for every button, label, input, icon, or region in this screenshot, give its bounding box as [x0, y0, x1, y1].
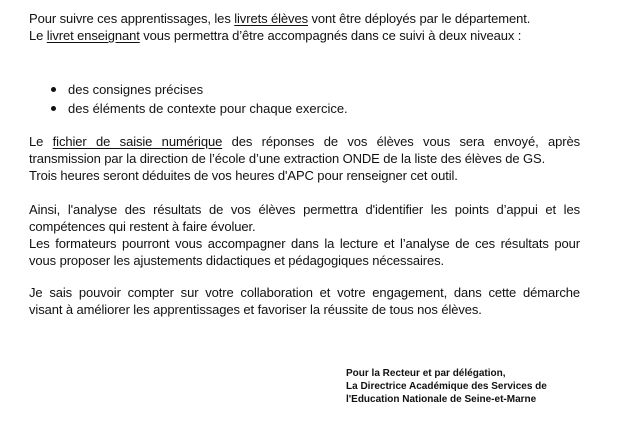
- fichier-paragraph: [29, 133, 580, 184]
- list-item: des éléments de contexte pour chaque exercice.: [51, 99, 348, 118]
- fichier-line-3: Trois heures seront déduites de vos heures d'APC pour renseigner cet outil.: [29, 168, 458, 183]
- livret-enseignant-link[interactable]: livret enseignant: [46, 28, 140, 43]
- analyse-paragraph: [29, 201, 580, 269]
- bullet-icon: [51, 106, 56, 111]
- signature-line-2: La Directrice Académique des Services de: [346, 381, 547, 392]
- signature-block: [346, 367, 547, 406]
- bullet-list: [51, 80, 348, 118]
- fichier-line-2: transmission par la direction de l’école d’une extraction ONDE de la liste des élèves de GS.: [29, 151, 546, 166]
- intro-line-1: Pour suivre ces apprentissages, les livrets élèves vont être déployés par le département.: [29, 11, 531, 26]
- signature-line-3: l'Education Nationale de Seine-et-Marne: [346, 394, 537, 405]
- fichier-line-1: Le fichier de saisie numérique des réponses de vos élèves vous sera envoyé, après: [29, 134, 580, 149]
- list-item: des consignes précises: [51, 80, 348, 99]
- fichier-saisie-link[interactable]: fichier de saisie numérique: [52, 134, 223, 149]
- closing-line-2: visant à améliorer les apprentissages et favoriser la réussite de tous nos élèves.: [29, 302, 482, 317]
- analyse-line-4: vous proposer les ajustements didactiques et pédagogiques nécessaires.: [29, 253, 445, 268]
- signature-line-1: Pour la Recteur et par délégation,: [346, 368, 506, 379]
- intro-line-2: Le livret enseignant vous permettra d’être accompagnés dans ce suivi à deux niveaux :: [29, 28, 522, 43]
- closing-line-1: Je sais pouvoir compter sur votre collaboration et votre engagement, dans cette démarche: [29, 285, 580, 300]
- intro-paragraph: [29, 10, 580, 44]
- analyse-line-1: Ainsi, l'analyse des résultats de vos élèves permettra d'identifier les points d’appui et les: [29, 202, 580, 217]
- analyse-line-3: Les formateurs pourront vous accompagner dans la lecture et l’analyse de ces résultats pour: [29, 236, 580, 251]
- bullet-icon: [51, 87, 56, 92]
- livrets-eleves-link[interactable]: livrets élèves: [234, 11, 308, 26]
- analyse-line-2: compétences qui restent à faire évoluer.: [29, 219, 256, 234]
- closing-paragraph: [29, 284, 580, 318]
